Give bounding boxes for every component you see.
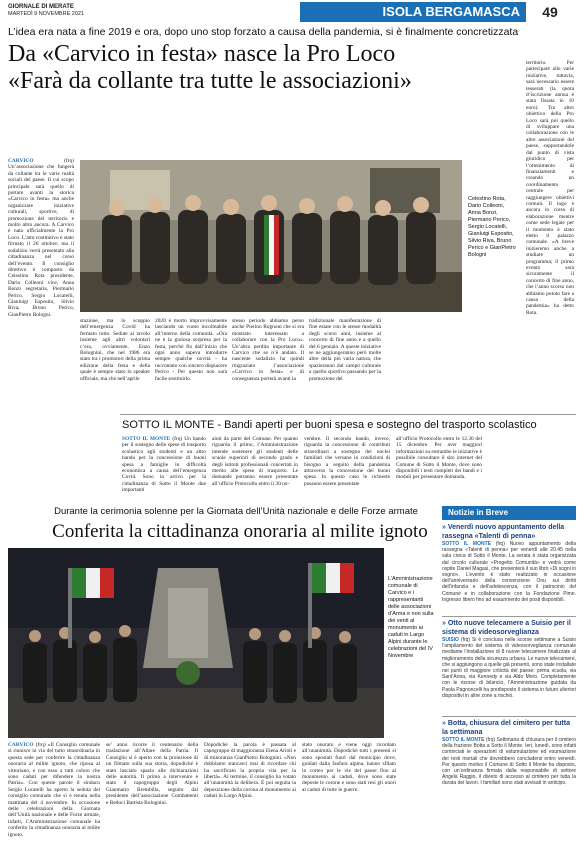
issue-date: MARTEDÌ 9 NOVEMBRE 2021: [8, 11, 85, 17]
article3-column-4: stato onorato e viene oggi ricordato all’unanimità. Dopodiché tutti i presenti si sono spostati fuori dal municipio dove, guidati dalla fanfara alpina, hanno sfilato in corteo per le vie del paese fino al monumento ai caduti, dove sono state deposte le corone e sono stati resi gli onori ai caduti di tutte le guerre.: [302, 742, 396, 793]
brief-3-text: (frq) Settimana di chiusura per il cimitero della frazione Botta a Sotto il Monte. Ieri, lunedì, sono infatti cominciati le operazioni di estumulazione ed esumazione dei resti mortali che dovrebbero concludersi entro venerdì. Per questo motivo il Comune di Sotto il Monte ha disposto, con un’ordinanza firmata dalla responsabile di settore Angela Raggio, il divieto di accesso al cimitero per tutta la durata dei lavori. I familiari sono stati avvisati in anticipo.: [442, 737, 576, 787]
page-number: 49: [542, 4, 558, 20]
article3-column-2: se’ anno ricorre il centenario della traslazione all’Altare della Patria. Il Consiglio si è aperto con la proiezione di un filmato sulla sua storia, dopodiché è stato lasciato spazio alle dichiarazioni delle autorità. Il primo a intervenire è stato il capogruppo degli Alpini Gianmario Brembilla, seguito dal presidente dell’associazione Combattenti e Reduci Battista Bolognini.: [106, 742, 198, 806]
article1-kicker: L’idea era nata a fine 2019 e ora, dopo uno stop forzato a causa della pandemia, si è finalmente concretizzata: [8, 26, 519, 38]
article3-photo-caption: L’Amministrazione comunale di Carvico e i rappresentanti delle associazioni d’Arma e non sulla dei venti al monumento ai caduti in Largo Alpini durante le celebrazioni del IV Novembre: [388, 576, 434, 659]
brief-1-text: (frq) Nuovo appuntamento della rassegna «Talenti di penna» per venerdì alle 20.45 nella sala civica di Sotto il Monte. La serata è stata organizzata dal circolo culturale «Progetto Comunità» e vedrà come ospite Daniel Magasi, che presenterà il suo libro «Di sogni in sogno». L’evento è stato realizzato in occasione dell’anniversario della convenzione Onu sui diritti dell’infanzia e dell’adolescenza, con il patrocinio del Comune e in collaborazione con la Fondazione Pime. Ingresso libero fino ad esaurimento dei posti disponibili.: [442, 541, 576, 603]
brief-2-text: (frq) Si è conclusa nelle scorse settimane a Suisio l’ampliamento del sistema di videosorveglianza comunale mediante l’installazione di 8 nuove telecamere finalizzate al miglioramento della sicurezza urbana. Le nuove telecamere, che si aggiungono a quelle già presenti, sono state installate nei punti di maggiore criticità del paese: prima scuola, via Sant’Anna, via Kennedy e via Aldo Moro. Completamente con le risorse di bilancio, l’Amministrazione guidata da Paola Pagnoncelli ha predisposto il sistema in futuro ulteriori dispositivi in altre zone a rischio.: [442, 637, 576, 699]
article2-column-2: aiuti da parte del Comune. Per quanto riguarda il primo, l’Amministrazione intende sostenere gli studenti delle scuole superiori di secondo grado e degli istituti professionali concertati in merito alle spese di trasporto. Le domande potranno essere presentate all’ufficio Protocollo entro il 30 no-: [212, 436, 298, 487]
article2-place: SOTTO IL MONTE: [122, 419, 215, 431]
brief-3-title: Botta, chiusura del cimitero per tutta la settimana: [442, 720, 570, 736]
chevron-right-icon: »: [442, 720, 446, 727]
article3-column-3: Dopodiché la parola è passata al capogruppo di maggioranza Elena Arioli e di minoranza GianPietro Bolognini. «Non dobbiamo stancarci mai di ricordare chi ha sacrificato la propria vita per la libertà». Al termine, il consiglio ha votato all’unanimità la delibera. È poi seguita la deposizione della corona al monumento ai caduti in Largo Alpini.: [204, 742, 296, 800]
article1-column-4: stesso periodo abbiamo perso anche Pierino Rognoni che si era mostrato interessato a collaborare con la Pro Loco». Un’altra perdita importante di Carvico che se n’è andato. Il nascente sodalizio ha quindi ringraziato l’associazione «Carvico in festa» e di conseguenza porterà avanti la: [232, 318, 304, 382]
article1-dateline: CARVICO: [8, 158, 34, 164]
sidebar-divider-1: [442, 616, 576, 617]
sidebar-brief-3: [442, 720, 576, 833]
article2-separator: -: [217, 419, 225, 431]
brief-1-title-row: [442, 524, 576, 541]
article2-column-3: vembre. Il secondo bando, invece, riguarda la concessione di contributi straordinari a sostegno dei nuclei familiari che versano in condizioni di bisogno a seguito della pandemia attraverso la concessione dei buoni spesa. In questo caso le richieste possono essere presentate: [304, 436, 390, 487]
sidebar-divider-2: [442, 716, 576, 717]
article2-title-line: [122, 418, 578, 432]
article1-headline-line1: Da «Carvico in festa» nasce la Pro Loco: [8, 41, 396, 67]
article3-kicker: Durante la cerimonia solenne per la Giornata dell’Unità nazionale e delle Forze armate: [54, 506, 418, 517]
brief-1-body: [442, 541, 576, 613]
group-photo-illustration: [80, 160, 462, 312]
article1-headline: [8, 41, 568, 95]
article1-column-6: territorio. Per partecipare alle varie iniziative, tuttavia, sarà necessario essere tesserati (la quota d’iscrizione annua è stata fissata in 10 euro). Tra altro obiettivo della Pro Loco sarà poi quello di sviluppare una collaborazione con le altre associazioni del paese, supportandole dal punto di vista giuridico per l’ottenimento di finanziamenti e creando un coordinamento centrale per raggiungere obiettivi comuni. Il logo è ancora in corso di elaborazione mentre come sede legale per il momento è stato eletto il palazzo comunale. «A breve inizieremo anche a studiare un programma; il primo evento sarà sicuramente il concerto di fine anno, che l’anno scorso non abbiamo potuto fare a causa della pandemia» ha detto Rota.: [526, 60, 574, 316]
masthead: [8, 4, 128, 18]
article3-dateline: CARVICO: [8, 742, 34, 748]
section-title: ISOLA BERGAMASCA: [300, 2, 526, 22]
sidebar-brief-1: [442, 524, 576, 613]
brief-3-place: SOTTO IL MONTE: [442, 737, 485, 743]
article1-column-1: [8, 158, 74, 410]
article1-column-2: stazione, ma lo scoppio dell’emergenza Covid ha fermato tutto. Sedute al tavolo insieme agli altri volontari c’era, ovviamente, Enzo Bolognini, che nel 1986 era stato tra i promotori della prima edizione della festa e della quale è sempre stato lo speaker ufficiale, ma che nell’aprile: [80, 318, 150, 382]
article1-photo-caption: Celestino Rota, Dario Colleoni, Anna Bonzi, Piermario Perico, Sergio Locatelli, Gianluigi Esposito, Silvio Riva, Bruno Perico e GianPietro Bologni: [468, 196, 516, 258]
article1-column-3: 2020 è morto improvvisamente lasciando un vuoto incolmabile all’interno della comunità. «Ora ne è la gioiosa sorpresa per la festa, perché fin dall’inizio che ogni anno sapeva introdurre sempre qualche novità - ha raccontato con sincero dispiacere Perico - Per questo non sarà facile sostituirlo.: [155, 318, 227, 382]
brief-2-body: [442, 637, 576, 713]
article2-column-1: [122, 436, 206, 502]
chevron-right-icon: »: [442, 620, 446, 627]
article1-col1-text: (frq) Un’associazione che fungerà da collante tra le varie realtà sociali del paese. Il cui scopo principale sarà quello di portare avanti la storica «Carvico in festa» ma anche organizzare iniziative culturali, sportive, di promozione del territorio e molto altro ancora. A Carvico è nata ufficialmente la Pro Loco. L’atto costitutivo è stato firmato il 26 ottobre; ma il sodalizio verrà presentato alla cittadinanza nel corso dell’evento. Il consiglio direttivo è composto da Celestino Rota presidente, Dario Colleoni vice, Anna Bonzi segretaria, Piermario Perico, Sergio Locatelli, Gianluigi Esposito, Silvio Riva, Bruno Perico, GianPietro Bologni.: [8, 158, 74, 318]
sidebar-brief-2: [442, 620, 576, 713]
article2-column-4: all’ufficio Protocollo entro le 12.30 del 15 dicembre. Per aver maggiori informazioni su entrambe le iniziative è possibile consultare il sito internet del Comune di Sotto il Monte, dove sono disponibili i testi completi dei bandi e i moduli per presentare domanda.: [396, 436, 482, 481]
article1-column-5: tradizionale manifestazione di fine estate con le stesse modalità degli scorsi anni, insieme al concerto di fine anno e a quello del 6 gennaio. A queste iniziative se ne aggiungeranno però molte altre della più varia natura, che spazieranno dal campo culturale a quello sportivo passando per la promozione del: [309, 318, 381, 382]
article1-column-5b: [386, 318, 520, 410]
article1-photo: [80, 160, 462, 312]
article2-top-rule: [120, 414, 576, 415]
article2-dateline: SOTTO IL MONTE: [122, 436, 171, 442]
sidebar-title: Notizie in Breve: [442, 506, 576, 520]
brief-1-place: SOTTO IL MONTE: [442, 541, 491, 547]
article1-headline-line2: «Farà da collante tra tutte le associazioni»: [8, 68, 412, 94]
brief-3-title-row: [442, 720, 576, 737]
article3-col1-text: (frq) «Il Consiglio comunale si riunisce in via del tutto straordinaria in questa sede per conferire la cittadinanza onoraria al milite ignoto, che riposa al vittoriano, e con esso a tutti coloro che sono caduti per difendere la nostra Patria». Con queste parole il sindaco Sergio Locatelli ha aperto la seduta del consiglio comunale che si è tenuta nella mattinata del 4 novembre. In occasione delle celebrazioni della Giornata dell’Unità nazionale e delle Forze armate, infatti, l’Amministrazione comunale ha conferito la cittadinanza onoraria al milite ignoto.: [8, 742, 100, 838]
chevron-right-icon: »: [442, 524, 446, 531]
paper-name: GIORNALE DI MERATE: [8, 4, 74, 10]
brief-2-title-row: [442, 620, 576, 637]
article2-title: Bandi aperti per buoni spesa e sostegno del trasporto scolastico: [224, 419, 537, 431]
brief-3-body: [442, 737, 576, 833]
brief-1-title: Venerdì nuovo appuntamento della rassegna «Talenti di penna»: [442, 524, 565, 540]
article3-photo: [8, 548, 384, 738]
ceremony-photo-illustration: [8, 548, 384, 738]
brief-2-title: Otto nuove telecamere a Suisio per il sistema di videosorveglianza: [442, 620, 571, 636]
article3-headline: Conferita la cittadinanza onoraria al milite ignoto: [52, 521, 428, 542]
article2-col1-text: (frq) Un bando per il sostegno delle spese di trasporto scolastico agli studenti e un altro bando per la concessione di buoni spesa a famiglie in difficoltà economica a causa dell’emergenza Covid. Sono in arrivo per la cittadinanza di Sotto il Monte due importanti: [122, 436, 206, 494]
article3-column-1: [8, 742, 100, 838]
brief-2-place: SUISIO: [442, 637, 459, 643]
